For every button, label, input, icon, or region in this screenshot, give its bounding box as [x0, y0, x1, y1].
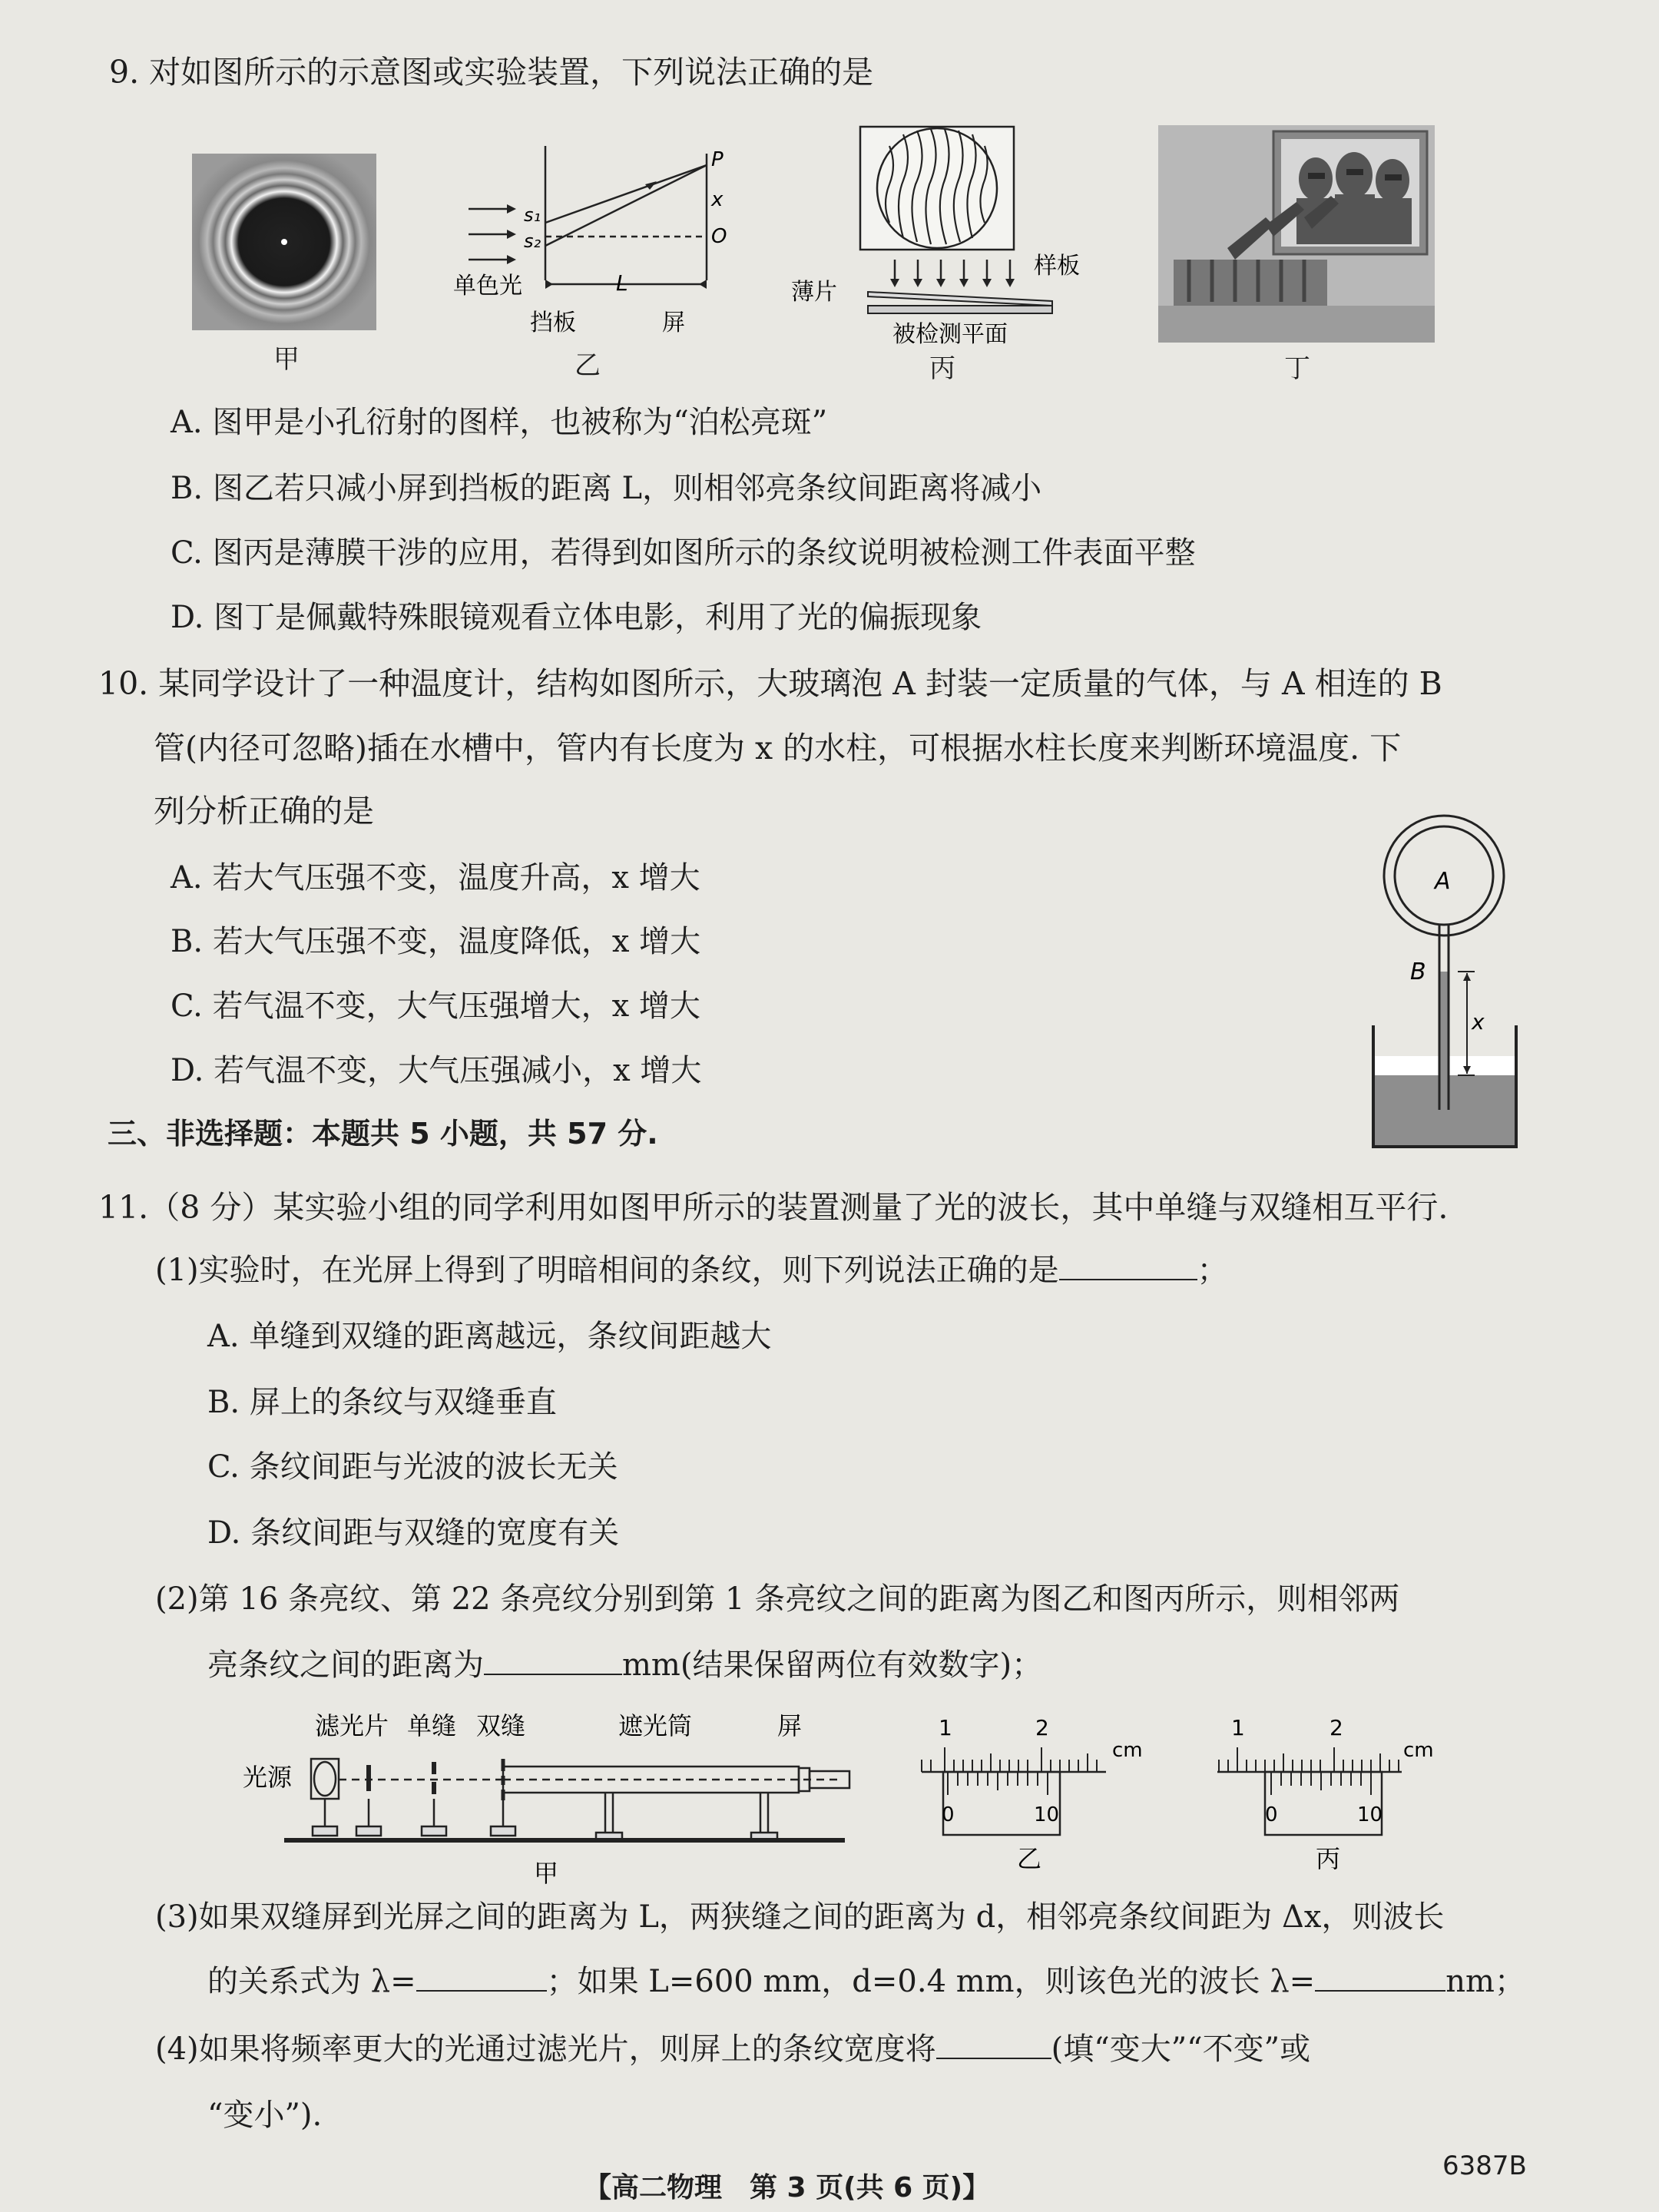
q10-stem-line3: 列分析正确的是 [154, 793, 374, 830]
double-slit-diagram [453, 146, 737, 338]
diffraction-pattern-image [192, 154, 376, 330]
q11-part1-option-a: A. 单缝到双缝的距离越远，条纹间距越大 [207, 1319, 772, 1354]
q11-part2-line2 [207, 1644, 1042, 1687]
paper-code: 6387B [1442, 2151, 1527, 2181]
q11-part1 [155, 1249, 1228, 1292]
q11-part3-line1: (3)如果双缝屏到光屏之间的距离为 L，两狭缝之间的距离为 d，相邻亮条纹间距为 Δx，则波长 [155, 1899, 1445, 1935]
label-film: 薄片 [791, 279, 837, 306]
label-s1: s₁ [524, 204, 541, 226]
main-scale-2: 2 [1035, 1715, 1049, 1740]
q9-option-d: D. 图丁是佩戴特殊眼镜观看立体电影，利用了光的偏振现象 [171, 600, 982, 635]
q11-apparatus-figure [238, 1705, 853, 1889]
q10-thermometer-figure [1367, 810, 1536, 1156]
fig-yi-caption: 乙 [1017, 1844, 1042, 1873]
q9-fig-ding-caption: 丁 [1284, 353, 1310, 384]
fig-jia-caption: 甲 [534, 1859, 559, 1888]
q10-stem-line1: 10. 某同学设计了一种温度计，结构如图所示，大玻璃泡 A 封装一定质量的气体，与 A 相连的 B [98, 665, 1442, 702]
q10-option-d: D. 若气温不变，大气压强减小，x 增大 [171, 1053, 702, 1088]
q10-stem-line2: 管(内径可忽略)插在水槽中，管内有长度为 x 的水柱，可根据水柱长度来判断环境温度. 下 [154, 730, 1402, 767]
q11-part2-text: 亮条纹之间的距离为 [207, 1647, 484, 1683]
q9-fig-yi [453, 146, 737, 338]
q11-part4-text-a: (4)如果将频率更大的光通过滤光片，则屏上的条纹宽度将 [155, 2032, 936, 2067]
vernier-10: 10 [1034, 1803, 1060, 1826]
label-screen: 屏 [777, 1711, 803, 1740]
q11-part4-blank[interactable] [936, 2032, 1051, 2059]
label-double-slit: 双缝 [476, 1711, 526, 1740]
q9-stem: 9. 对如图所示的示意图或实验装置，下列说法正确的是 [109, 54, 874, 91]
q11-part2-line1: (2)第 16 条亮纹、第 22 条亮纹分别到第 1 条亮纹之间的距离为图乙和图丙所示，则相邻两 [155, 1581, 1400, 1617]
q9-fig-jia [192, 154, 376, 330]
q11-part1-text: (1)实验时，在光屏上得到了明暗相间的条纹，则下列说法正确的是 [155, 1253, 1059, 1288]
q11-part3-blank-formula[interactable] [416, 1964, 547, 1992]
label-water-x: x [1472, 1009, 1485, 1035]
main-scale-1: 1 [1231, 1715, 1245, 1740]
label-light-tube: 遮光筒 [618, 1711, 693, 1740]
q11-part3-line2 [207, 1960, 1525, 2003]
q11-part1-option-c: C. 条纹间距与光波的波长无关 [207, 1449, 618, 1485]
q11-part3-text-b: ；如果 L=600 mm，d=0.4 mm，则该色光的波长 λ= [546, 1964, 1316, 1999]
label-tube-B: B [1410, 959, 1426, 985]
q11-part3-text-c: nm； [1445, 1964, 1525, 1999]
section-3-heading: 三、非选择题：本题共 5 小题，共 57 分. [108, 1117, 658, 1151]
label-bulb-A: A [1435, 868, 1451, 895]
q11-part1-blank[interactable] [1059, 1253, 1197, 1280]
q9-option-b: B. 图乙若只减小屏到挡板的距离 L，则相邻亮条纹间距离将减小 [171, 471, 1042, 506]
q10-option-c: C. 若气温不变，大气压强增大，x 增大 [171, 988, 700, 1024]
page-footer: 【高二物理 第 3 页(共 6 页)】 [584, 2172, 991, 2204]
q11-vernier-bing [1210, 1709, 1455, 1889]
label-tested-surface: 被检测平面 [892, 321, 1008, 346]
thermometer-diagram [1367, 810, 1536, 1156]
q11-part2-blank[interactable] [484, 1647, 622, 1675]
q11-part4-text-b: (填“变大”“不变”或 [1051, 2032, 1311, 2067]
label-P: P [711, 148, 724, 171]
label-x: x [711, 188, 724, 211]
fig-bing-caption: 丙 [1316, 1844, 1341, 1873]
main-scale-1: 1 [939, 1715, 952, 1740]
label-O: O [711, 225, 727, 248]
vernier-0: 0 [1265, 1803, 1278, 1826]
label-screen: 屏 [662, 310, 685, 336]
q9-fig-yi-caption: 乙 [575, 350, 601, 381]
thin-film-diagram [791, 123, 1114, 346]
q11-vernier-yi [914, 1709, 1160, 1889]
q9-option-a: A. 图甲是小孔衍射的图样，也被称为“泊松亮斑” [171, 405, 828, 440]
vernier-0: 0 [942, 1803, 955, 1826]
main-scale-2: 2 [1330, 1715, 1343, 1740]
q11-stem: 11.（8 分）某实验小组的同学利用如图甲所示的装置测量了光的波长，其中单缝与双缝相互平行. [98, 1189, 1449, 1226]
label-filter: 滤光片 [315, 1711, 389, 1740]
vernier-caliper-reading-yi [914, 1709, 1160, 1889]
q11-part1-option-d: D. 条纹间距与双缝的宽度有关 [207, 1515, 620, 1551]
q11-part4-line2: “变小”). [207, 2098, 323, 2133]
q11-part2-unit: mm(结果保留两位有效数字)； [622, 1647, 1043, 1683]
label-sample-plate: 样板 [1034, 253, 1080, 280]
label-light-source: 光源 [243, 1763, 293, 1792]
label-s2: s₂ [524, 230, 541, 252]
label-single-slit: 单缝 [407, 1711, 457, 1740]
q11-part3-text-a: 的关系式为 λ= [207, 1964, 416, 1999]
q10-option-b: B. 若大气压强不变，温度降低，x 增大 [171, 924, 701, 959]
unit-cm: cm [1112, 1739, 1143, 1762]
unit-cm: cm [1403, 1739, 1434, 1762]
3d-movie-audience-image [1158, 125, 1435, 343]
q9-fig-jia-caption: 甲 [273, 344, 300, 375]
q9-option-c: C. 图丙是薄膜干涉的应用，若得到如图所示的条纹说明被检测工件表面平整 [171, 535, 1196, 571]
q9-fig-ding [1158, 125, 1435, 343]
vernier-caliper-reading-bing [1210, 1709, 1455, 1889]
q11-part1-end: ； [1197, 1253, 1228, 1288]
q11-part3-blank-wavelength[interactable] [1315, 1964, 1445, 1992]
q9-fig-bing-caption: 丙 [929, 353, 955, 384]
q10-option-a: A. 若大气压强不变，温度升高，x 增大 [171, 860, 700, 896]
q9-fig-bing [791, 123, 1114, 346]
label-L: L [616, 270, 628, 296]
q11-part1-option-b: B. 屏上的条纹与双缝垂直 [207, 1385, 557, 1420]
double-slit-apparatus-diagram [238, 1705, 853, 1889]
label-barrier: 挡板 [530, 310, 576, 336]
q11-part4-line1 [155, 2028, 1310, 2071]
vernier-10: 10 [1357, 1803, 1383, 1826]
label-monochrome-light: 单色光 [453, 273, 522, 300]
